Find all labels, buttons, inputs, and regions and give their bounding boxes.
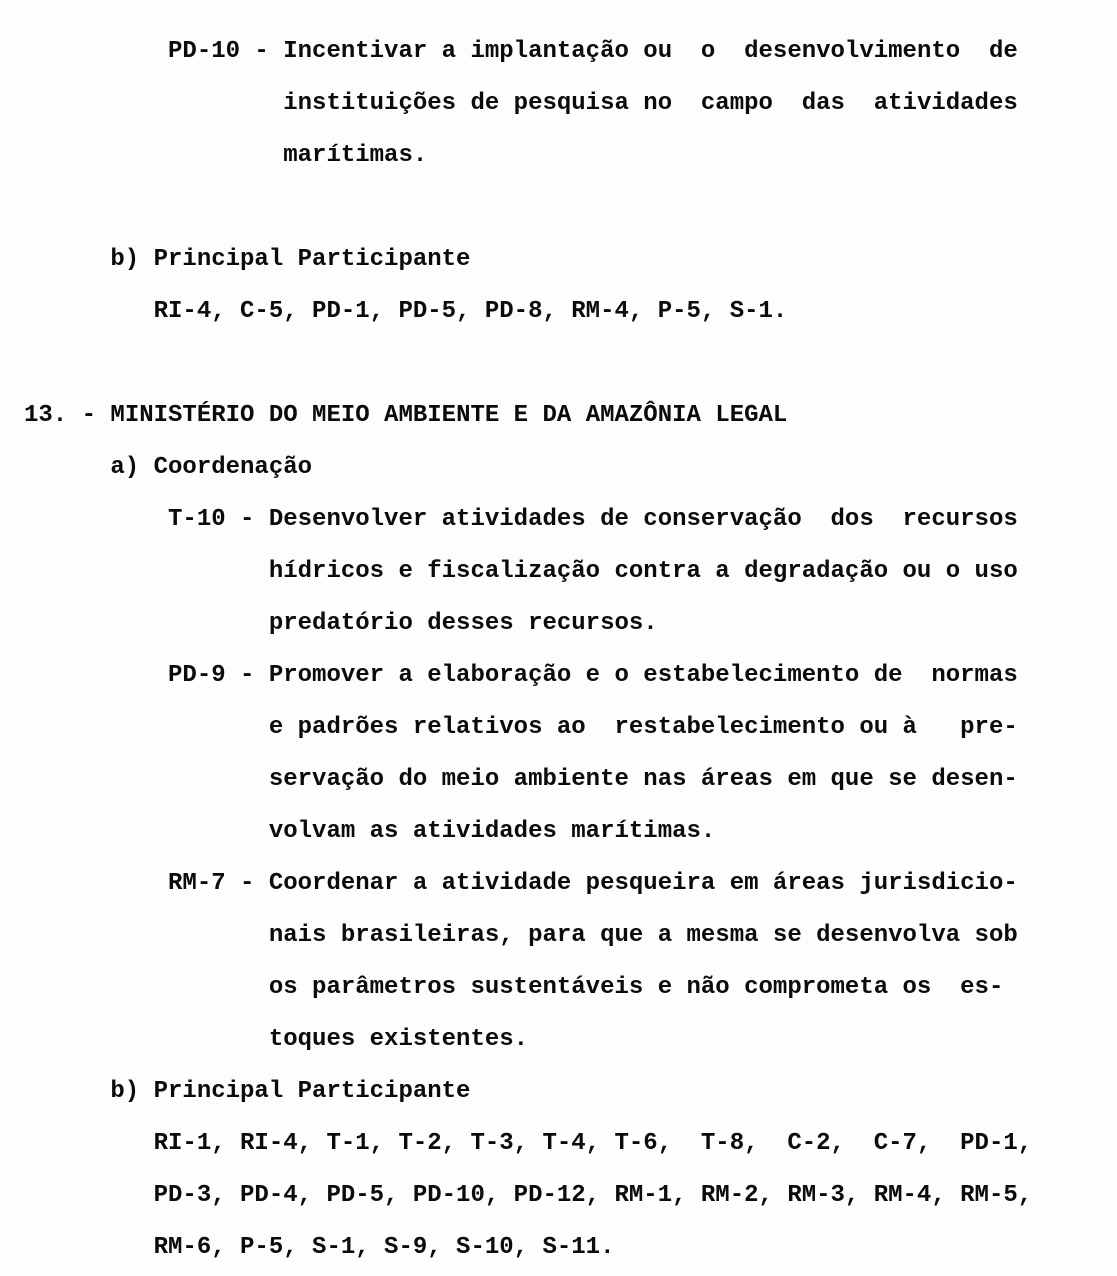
task-line: instituições de pesquisa no campo das atividades (283, 90, 1018, 117)
participants-label: b) (110, 1078, 140, 1105)
participants-label: b) (110, 246, 140, 273)
task-line: nais brasileiras, para que a mesma se desenvolva sob (268, 922, 1018, 949)
task-line (168, 494, 1097, 546)
participants-subheading (110, 234, 1097, 286)
participants-subheading (110, 1066, 1097, 1118)
task-t-10 (168, 494, 1097, 650)
task-pd-9 (168, 650, 1097, 858)
participants-line: RI-1, RI-4, T-1, T-2, T-3, T-4, T-6, T-8, C-2, C-7, PD-1, (153, 1130, 1033, 1157)
coordination-label: a) (110, 454, 140, 481)
section-heading: 13. - MINISTÉRIO DO MEIO AMBIENTE E DA AMAZÔNIA LEGAL (24, 402, 788, 429)
task-line: hídricos e fiscalização contra a degradação ou o uso (268, 558, 1018, 585)
task-text: Desenvolver atividades de conservação dos recursos (268, 506, 1018, 533)
participants-line: RI-4, C-5, PD-1, PD-5, PD-8, RM-4, P-5, S-1. (153, 298, 788, 325)
task-text: Incentivar a implantação ou o desenvolvimento de (283, 38, 1018, 65)
coordination-subheading (110, 442, 1097, 494)
task-line: volvam as atividades marítimas. (268, 818, 716, 845)
task-code: T-10 - (168, 506, 255, 533)
task-pd-10 (168, 26, 1097, 182)
task-line: servação do meio ambiente nas áreas em que se desen- (268, 766, 1018, 793)
participants-line: PD-3, PD-4, PD-5, PD-10, PD-12, RM-1, RM-2, RM-3, RM-4, RM-5, (153, 1182, 1033, 1209)
task-line: toques existentes. (268, 1026, 529, 1053)
task-line: os parâmetros sustentáveis e não comprometa os es- (268, 974, 1004, 1001)
task-line: predatório desses recursos. (268, 610, 658, 637)
task-line (168, 650, 1097, 702)
task-line: marítimas. (283, 142, 428, 169)
participants-line: RM-6, P-5, S-1, S-9, S-10, S-11. (153, 1234, 615, 1261)
section-13 (24, 390, 1097, 1274)
task-line: e padrões relativos ao restabelecimento ou à pre- (268, 714, 1018, 741)
task-text: Promover a elaboração e o estabelecimento de normas (268, 662, 1018, 689)
task-code: PD-9 - (168, 662, 255, 689)
previous-section-continuation (24, 26, 1097, 338)
task-line (168, 858, 1097, 910)
task-text: Coordenar a atividade pesqueira em áreas jurisdicio- (268, 870, 1018, 897)
task-rm-7 (168, 858, 1097, 1066)
participants-title: Principal Participante (153, 1078, 471, 1105)
task-code: PD-10 - (168, 38, 269, 65)
coordination-title: Coordenação (153, 454, 313, 481)
participants-title: Principal Participante (153, 246, 471, 273)
task-line (168, 26, 1097, 78)
task-code: RM-7 - (168, 870, 255, 897)
